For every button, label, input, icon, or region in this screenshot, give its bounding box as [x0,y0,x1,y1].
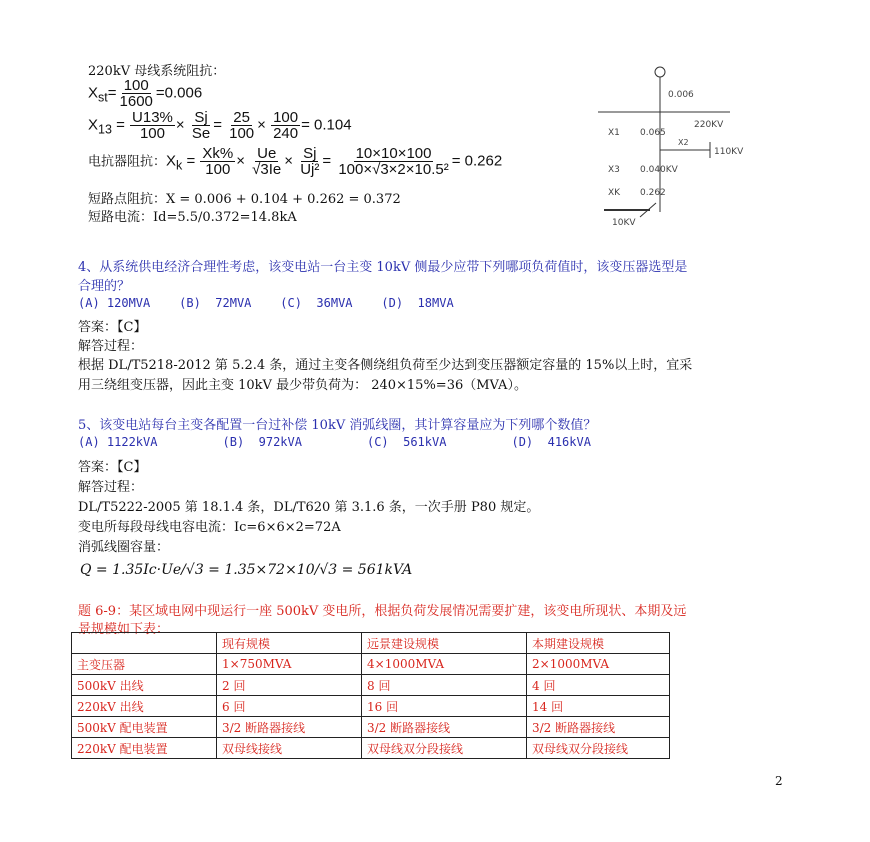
table-header-cell [72,633,217,654]
diagram-label-8: 0.040KV [640,165,678,175]
q5-capacitive-current: 变电所每段母线电容电流：Ic=6×6×2=72A [78,520,341,535]
diagram-label-4: 0.065 [640,128,666,138]
short-circuit-impedance: 短路点阻抗：X = 0.006 + 0.104 + 0.262 = 0.372 [88,192,401,207]
substation-scale-table [71,632,670,759]
q5-options: (A) 1122kVA (B) 972kVA (C) 561kVA (D) 416kVA [78,435,591,449]
xk-f3-num: Sj [303,145,317,162]
q5-question: 5、该变电站每台主变各配置一台过补偿 10kV 消弧线圈，其计算容量应为下列哪个数值？ [78,418,597,433]
table-cell: 3/2 断路器接线 [362,717,527,738]
table-header-cell: 本期建设规模 [527,633,670,654]
x13-f1-num: U13% [132,109,173,126]
page-number: 2 [775,774,783,788]
table-cell: 双母线双分段接线 [527,738,670,759]
table-row [72,717,670,738]
xk-f4-num: 10×10×100 [355,145,432,162]
table-row [72,654,670,675]
table-cell: 6 回 [217,696,362,717]
table-row [72,738,670,759]
xk-f1-den: 100 [205,161,231,178]
table-header-row [72,633,670,654]
q4-question-line-1: 4、从系统供电经济合理性考虑，该变电站一台主变 10kV 侧最少应带下列哪项负荷值时，该变压器选型是 [78,260,688,275]
x13-f4-num: 100 [273,109,299,126]
xk-f2-den: √3Ie [252,161,282,178]
x13-f3-den: 100 [229,125,255,142]
q5-process-label: 解答过程： [78,480,144,495]
diagram-label-2: 220KV [694,120,724,130]
xk-f2-num: Ue [257,145,277,162]
formula-x13: $X_{13}$ = $\frac{U13\%}{100}$ × $\frac{Sj}{Se}$ = $\frac{25}{100}$ × $\frac{100}{240}$ = 0.104 [88,109,352,142]
xst-sub: st [98,90,108,105]
table-cell: 2×1000MVA [527,654,670,675]
xk-sub: k [176,158,183,173]
q5-answer: 答案：【C】 [78,460,147,475]
x13-f4-den: 240 [273,125,299,142]
q4-options: (A) 120MVA (B) 72MVA (C) 36MVA (D) 18MVA [78,296,454,310]
q6-intro-line-2: 景规模如下表： [78,622,170,637]
table-cell: 14 回 [527,696,670,717]
table-cell: 500kV 配电装置 [72,717,217,738]
diagram-label-10: 0.262 [640,188,666,198]
xk-symbol: X [166,152,177,170]
table-header-cell: 远景建设规模 [362,633,527,654]
q4-explain-line-1: 根据 DL/T5218-2012 第 5.2.4 条，通过主变各侧绕组负荷至少达到变压器额定容量的 15%以上时，宜采 [78,358,693,373]
table-cell: 2 回 [217,675,362,696]
table-cell: 双母线双分段接线 [362,738,527,759]
x13-sub: 13 [98,122,112,137]
diagram-label-6: 110KV [714,147,744,157]
diagram-label-3: X1 [608,128,620,138]
xst-result: =0.006 [155,84,203,102]
table-header-cell: 现有规模 [217,633,362,654]
table-cell: 1×750MVA [217,654,362,675]
q5-reference: DL/T5222-2005 第 18.1.4 条，DL/T620 第 3.1.6 条，一次手册 P80 规定。 [78,500,540,515]
xst-num: 100 [123,77,149,94]
xk-f1-num: Xk% [202,145,234,162]
table-cell: 4 回 [527,675,670,696]
table-cell: 220kV 配电装置 [72,738,217,759]
q4-explain-line-2: 用三绕组变压器，因此主变 10kV 最少带负荷为： 240×15%=36（MVA）。 [78,378,527,393]
x13-f3-num: 25 [233,109,250,126]
x13-f2-den: Se [191,125,211,142]
x13-symbol: X [88,116,99,134]
table-cell: 16 回 [362,696,527,717]
xst-den: 1600 [119,93,153,110]
table-cell: 主变压器 [72,654,217,675]
formula-xst: $X_{st}=$ $\frac{100}{1600}$ =0.006 [88,77,203,110]
q4-answer: 答案：【C】 [78,320,147,335]
diagram-label-5: X2 [678,138,689,147]
x13-f1-den: 100 [139,125,165,142]
table-cell: 双母线接线 [217,738,362,759]
formula-xk: 电抗器阻抗：$X_k$ = $\frac{Xk\%}{100}$ × $\frac{Ue}{√3Ie}$ × $\frac{Sj}{\text{Uj²}}$ = $\frac{10\times 10\times 100}{\text{100×√3×2×10.5²}}$ = 0.262 [88,145,503,178]
source-icon [655,67,665,77]
xk-f3-den: Uj² [300,161,320,178]
table-cell: 3/2 断路器接线 [217,717,362,738]
x13-result: = 0.104 [301,116,352,134]
table-cell: 500kV 出线 [72,675,217,696]
q6-intro-line-1: 题 6-9：某区域电网中现运行一座 500kV 变电所，根据负荷发展情况需要扩建，该变电所现状、本期及远 [78,604,687,619]
diagram-label-7: X3 [608,165,620,175]
x13-f2-num: Sj [194,109,208,126]
table-cell: 220kV 出线 [72,696,217,717]
calc-title: 220kV 母线系统阻抗： [88,64,226,79]
q4-question-line-2: 合理的？ [78,279,131,294]
table-row [72,696,670,717]
q5-capacity-label: 消弧线圈容量： [78,540,170,555]
diagram-label-1: 0.006 [668,90,694,100]
table-row [72,675,670,696]
table-cell: 8 回 [362,675,527,696]
xk-result: = 0.262 [451,152,503,170]
q5-formula: Q = 1.35Ic·Ue/√3 = 1.35×72×10/√3 = 561kVA [80,562,413,578]
q4-process-label: 解答过程： [78,339,144,354]
short-circuit-current: 短路电流：Id=5.5/0.372=14.8kA [88,210,297,225]
diagram-label-9: XK [608,188,621,198]
xk-label: 电抗器阻抗： [88,154,167,170]
table-cell: 4×1000MVA [362,654,527,675]
impedance-diagram [590,62,760,232]
diagram-label-11: 10KV [612,218,636,228]
xst-symbol: X [88,84,99,102]
xk-f4-den: 100×√3×2×10.5² [338,161,449,178]
table-cell: 3/2 断路器接线 [527,717,670,738]
